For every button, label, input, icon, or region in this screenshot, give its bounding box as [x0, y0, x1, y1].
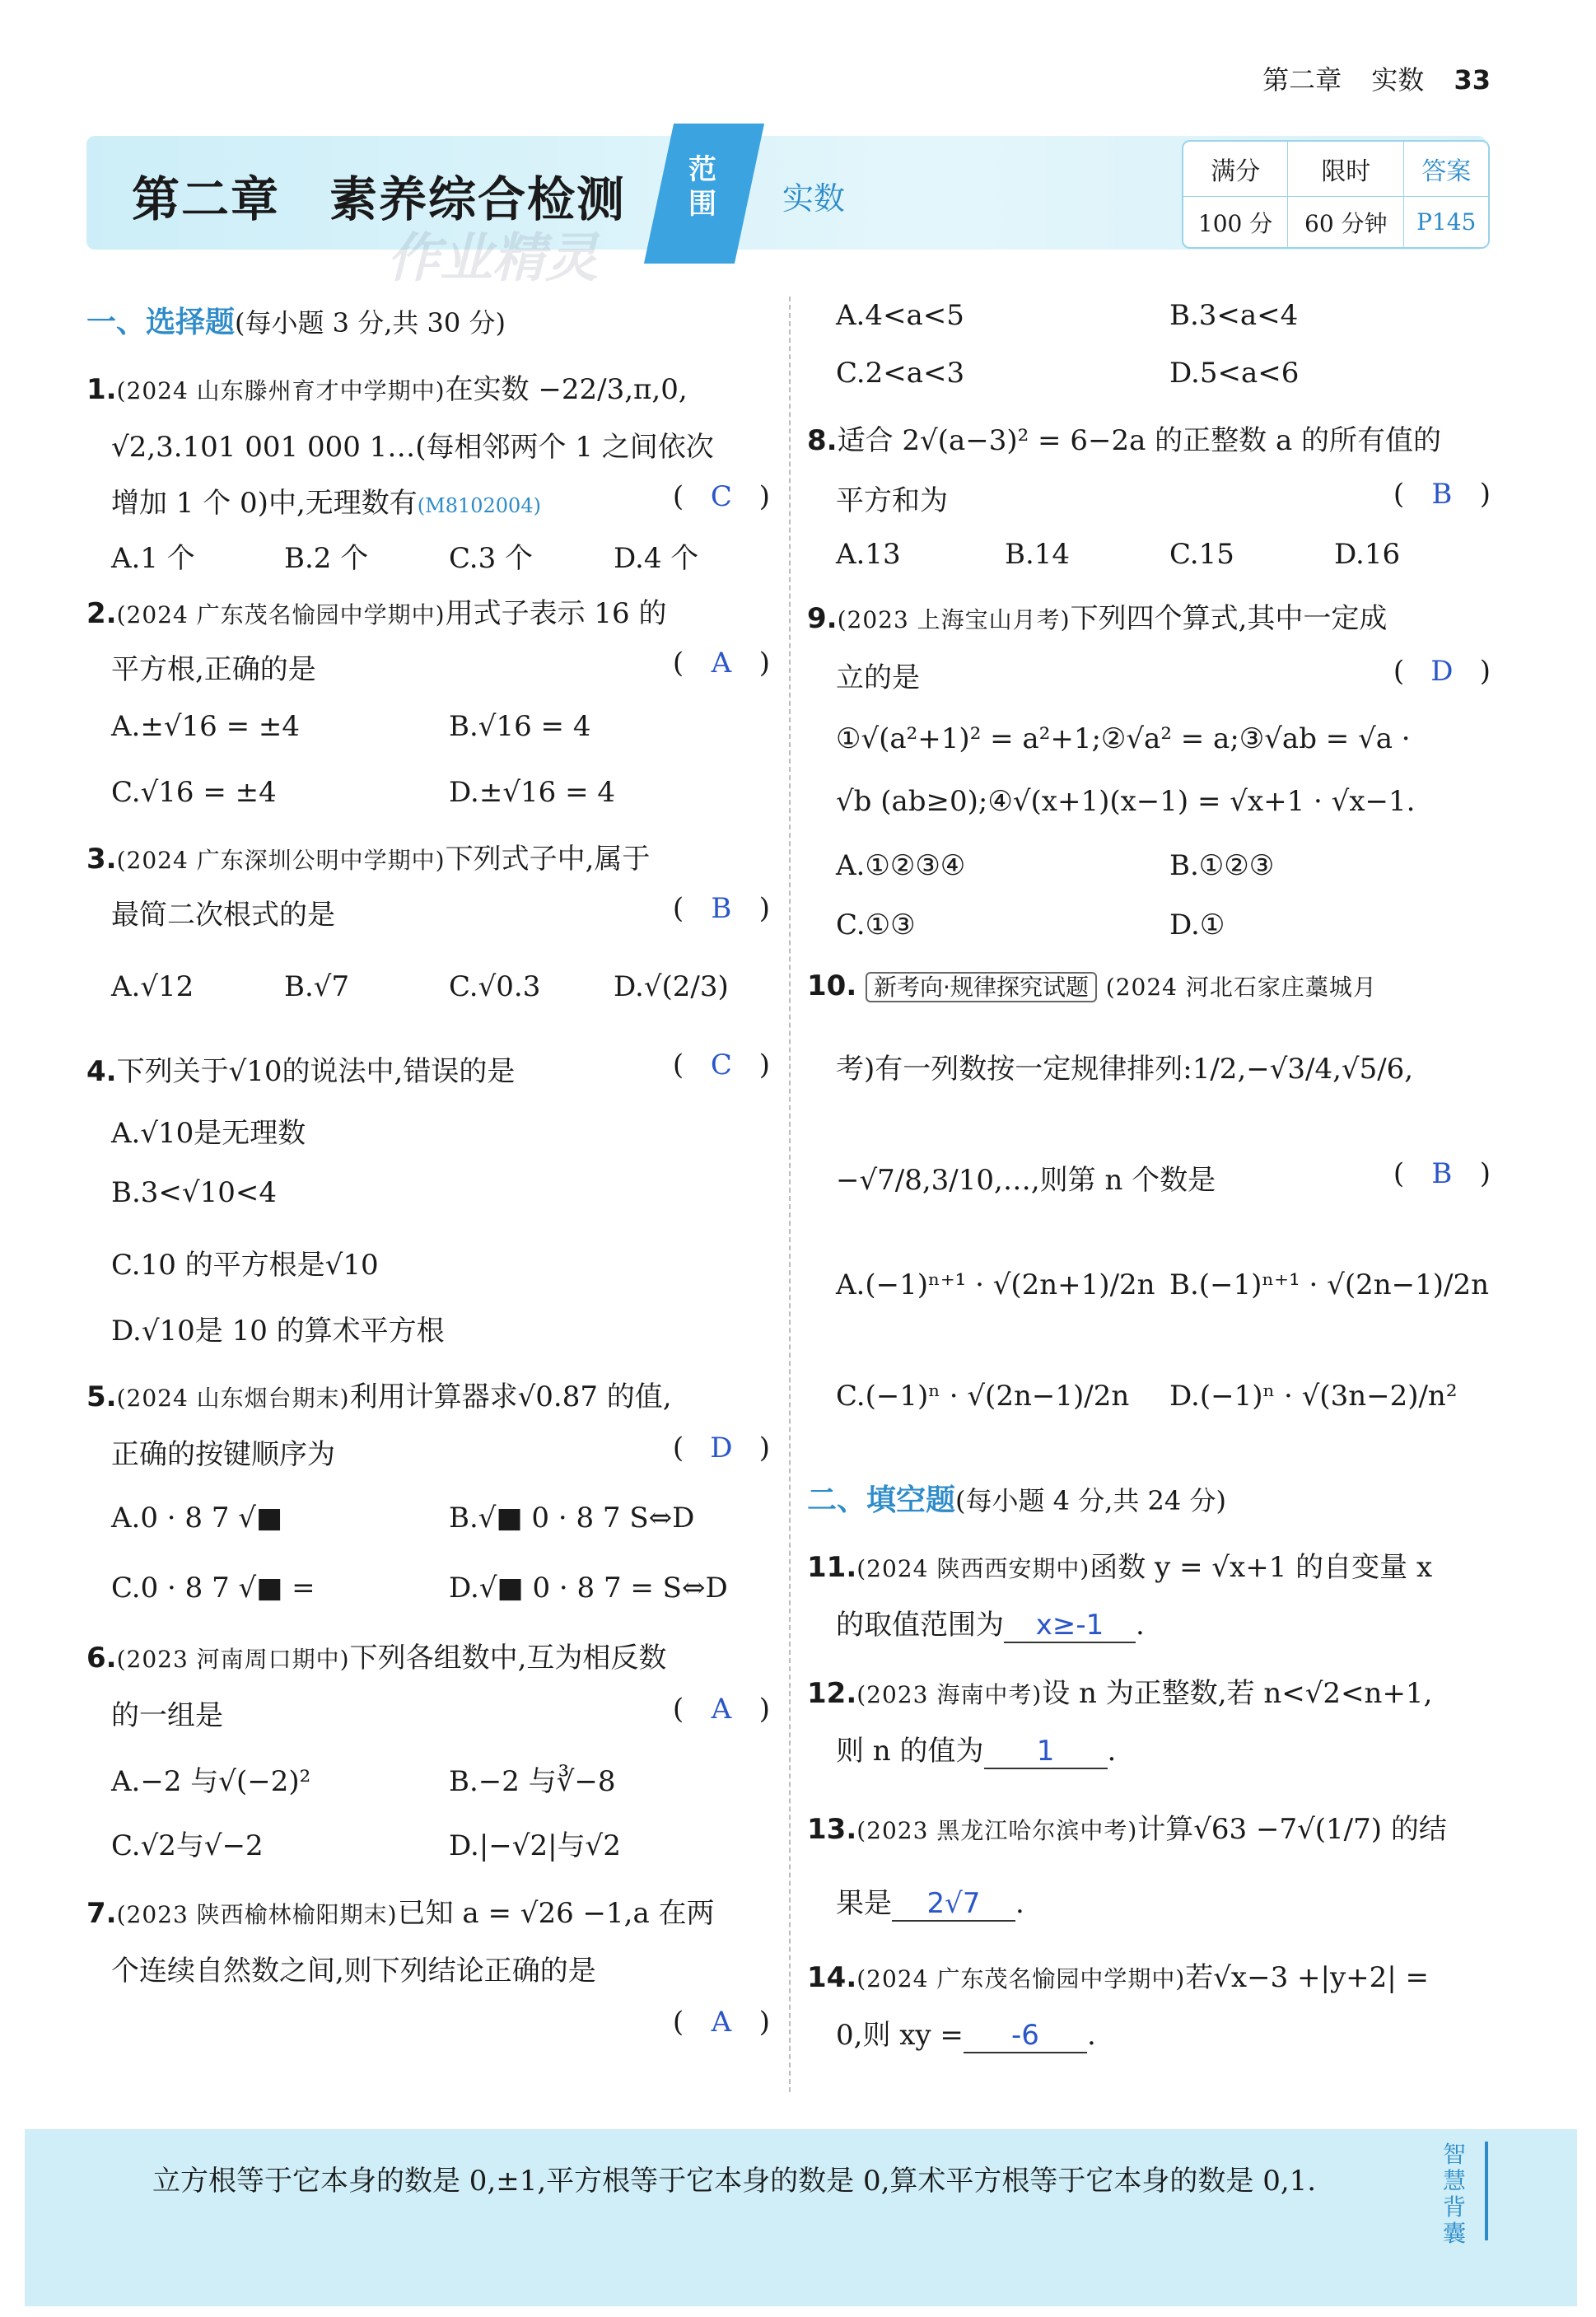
q5-option-c: C.0 · 8 7 √■ =	[111, 1572, 315, 1605]
q7-option-c: C.2<a<3	[836, 357, 965, 390]
q5-option-a: A.0 · 8 7 √■	[111, 1502, 283, 1535]
tip-text: 立方根等于它本身的数是 0,±1,平方根等于它本身的数是 0,算术平方根等于它本身的数是 0,1.	[152, 2165, 1317, 2198]
question-14: 14.(2024 广东茂名愉园中学期中)若√x−3 +|y+2| =	[807, 1961, 1430, 1994]
question-9-answer: ( D )	[1393, 655, 1491, 688]
tip-side-label: 智慧背囊	[1443, 2141, 1467, 2247]
question-13: 13.(2023 黑龙江哈尔滨中考)计算√63 −7√(1/7) 的结	[807, 1813, 1447, 1846]
question-3-line-2: 最简二次根式的是	[111, 899, 335, 932]
q5-option-b: B.√■ 0 · 8 7 S⇔D	[449, 1502, 695, 1535]
question-14-line-2: 0,则 xy = -6 .	[836, 2019, 1096, 2052]
q9-option-b: B.①②③	[1169, 849, 1275, 882]
question-6-line-2: 的一组是	[111, 1699, 223, 1732]
q10-option-c: C.(−1)ⁿ · √(2n−1)/2n	[836, 1380, 1130, 1413]
q1-option-a: A.1 个	[111, 542, 195, 575]
q9-option-a: A.①②③④	[836, 849, 966, 882]
q8-option-d: D.16	[1334, 538, 1401, 571]
question-6-answer: ( A )	[672, 1693, 770, 1726]
q8-option-b: B.14	[1005, 538, 1071, 571]
question-12-line-2: 则 n 的值为 1 .	[836, 1735, 1117, 1768]
question-9-line-2: 立的是	[836, 661, 920, 694]
q8-option-a: A.13	[836, 538, 901, 571]
question-5-line-2: 正确的按键顺序为	[111, 1438, 335, 1471]
question-11: 11.(2024 陕西西安期中)函数 y = √x+1 的自变量 x	[807, 1551, 1433, 1584]
new-trend-tag: 新考向·规律探究试题	[866, 972, 1097, 1002]
question-8-answer: ( B )	[1393, 478, 1491, 511]
question-13-line-2: 果是 2√7 .	[836, 1887, 1024, 1920]
q1-option-b: B.2 个	[284, 542, 369, 575]
q6-option-b: B.−2 与∛−8	[449, 1765, 616, 1798]
q4-option-b: B.3<√10<4	[111, 1176, 277, 1209]
question-4-answer: ( C )	[672, 1049, 770, 1081]
question-10-line-3: −√7/8,3/10,…,则第 n 个数是	[836, 1164, 1216, 1197]
info-box	[1182, 140, 1490, 249]
question-2-line-2: 平方根,正确的是	[111, 653, 316, 686]
scope-tag-label: 范围	[688, 153, 716, 221]
q2-option-d: D.±√16 = 4	[449, 776, 616, 809]
question-5: 5.(2024 山东烟台期末)利用计算器求√0.87 的值,	[86, 1380, 672, 1413]
q3-option-c: C.√0.3	[449, 970, 541, 1003]
q14-answer-blank[interactable]: -6	[964, 2019, 1087, 2053]
watermark: 作业精灵	[387, 228, 598, 289]
question-10-line-2: 考)有一列数按一定规律排列:1/2,−√3/4,√5/6,	[836, 1053, 1414, 1086]
q10-option-a: A.(−1)ⁿ⁺¹ · √(2n+1)/2n	[836, 1268, 1155, 1301]
question-11-line-2: 的取值范围为 x≥-1 .	[836, 1609, 1145, 1642]
section-1-heading: 一、选择题(每小题 3 分,共 30 分)	[86, 306, 506, 339]
question-1-answer: ( C )	[672, 480, 770, 513]
q7-option-a: A.4<a<5	[836, 299, 964, 332]
q10-option-b: B.(−1)ⁿ⁺¹ · √(2n−1)/2n	[1169, 1268, 1489, 1301]
chapter-label: 第二章	[1262, 64, 1342, 96]
question-1-line-2: √2,3.101 001 000 1…(每相邻两个 1 之间依次	[111, 431, 714, 464]
question-3-answer: ( B )	[672, 892, 770, 925]
section-2-heading: 二、填空题(每小题 4 分,共 24 分)	[807, 1483, 1226, 1517]
q10-option-d: D.(−1)ⁿ · √(3n−2)/n²	[1169, 1380, 1458, 1413]
running-head	[1241, 59, 1491, 97]
q7-option-b: B.3<a<4	[1169, 299, 1299, 332]
question-8-line-2: 平方和为	[836, 484, 948, 517]
question-10-answer: ( B )	[1393, 1157, 1491, 1190]
question-1: 1.(2024 山东滕州育才中学期中)在实数 −22/3,π,0,	[86, 373, 688, 406]
question-3: 3.(2024 广东深圳公明中学期中)下列式子中,属于	[86, 843, 651, 876]
q1-option-d: D.4 个	[614, 542, 699, 575]
q4-option-d: D.√10是 10 的算术平方根	[111, 1315, 445, 1348]
question-1-line-3: 增加 1 个 0)中,无理数有(M8102004)	[111, 487, 541, 520]
q2-option-b: B.√16 = 4	[449, 710, 591, 743]
scope-text: 实数	[782, 180, 846, 217]
page-title: 第二章 素养综合检测	[132, 171, 627, 227]
q6-option-c: C.√2与√−2	[111, 1829, 264, 1862]
q5-option-d: D.√■ 0 · 8 7 = S⇔D	[449, 1572, 728, 1605]
time-limit-label: 限时	[1288, 142, 1404, 197]
q3-option-b: B.√7	[284, 970, 350, 1003]
question-9-formulas-1: ①√(a²+1)² = a²+1;②√a² = a;③√ab = √a ·	[836, 722, 1411, 755]
full-score-label: 满分	[1183, 142, 1288, 197]
q1-option-c: C.3 个	[449, 542, 534, 575]
q6-option-a: A.−2 与√(−2)²	[111, 1765, 311, 1798]
q12-answer-blank[interactable]: 1	[984, 1735, 1108, 1769]
tip-box	[25, 2129, 1577, 2306]
question-10: 10. 新考向·规律探究试题 (2024 河北石家庄藁城月	[807, 969, 1377, 1002]
page-number: 33	[1454, 64, 1491, 96]
question-8: 8.适合 2√(a−3)² = 6−2a 的正整数 a 的所有值的	[807, 424, 1442, 457]
answer-label: 答案	[1404, 142, 1488, 197]
q4-option-c: C.10 的平方根是√10	[111, 1249, 379, 1282]
question-2: 2.(2024 广东茂名愉园中学期中)用式子表示 16 的	[86, 597, 667, 630]
question-6: 6.(2023 河南周口期中)下列各组数中,互为相反数	[86, 1642, 667, 1675]
q8-option-c: C.15	[1169, 538, 1234, 571]
q7-option-d: D.5<a<6	[1169, 357, 1300, 390]
q2-option-a: A.±√16 = ±4	[111, 710, 301, 743]
column-divider	[789, 297, 791, 2092]
q4-option-a: A.√10是无理数	[111, 1117, 306, 1150]
tip-side-bar	[1485, 2142, 1488, 2240]
q6-option-d: D.|−√2|与√2	[449, 1829, 621, 1862]
question-4: 4.下列关于√10的说法中,错误的是	[86, 1055, 516, 1088]
question-5-answer: ( D )	[672, 1432, 770, 1464]
subject-label: 实数	[1371, 64, 1425, 96]
question-7-answer: ( A )	[672, 2006, 770, 2039]
question-7-line-2: 个连续自然数之间,则下列结论正确的是	[111, 1955, 596, 1988]
q3-option-a: A.√12	[111, 970, 194, 1003]
time-limit-value: 60 分钟	[1288, 197, 1404, 247]
answer-page-link[interactable]: P145	[1416, 208, 1477, 236]
question-12: 12.(2023 海南中考)设 n 为正整数,若 n<√2<n+1,	[807, 1677, 1433, 1710]
q9-option-d: D.①	[1169, 909, 1225, 941]
q3-option-d: D.√(2/3)	[614, 970, 729, 1003]
question-9-formulas-2: √b (ab≥0);④√(x+1)(x−1) = √x+1 · √x−1.	[836, 785, 1416, 818]
question-2-answer: ( A )	[672, 647, 770, 680]
full-score-value: 100 分	[1183, 197, 1288, 247]
question-7: 7.(2023 陕西榆林榆阳期末)已知 a = √26 −1,a 在两	[86, 1897, 715, 1930]
question-9: 9.(2023 上海宝山月考)下列四个算式,其中一定成	[807, 602, 1388, 635]
q9-option-c: C.①③	[836, 909, 916, 941]
q11-answer-blank[interactable]: x≥-1	[1004, 1609, 1136, 1643]
q2-option-c: C.√16 = ±4	[111, 776, 277, 809]
q13-answer-blank[interactable]: 2√7	[892, 1887, 1015, 1922]
